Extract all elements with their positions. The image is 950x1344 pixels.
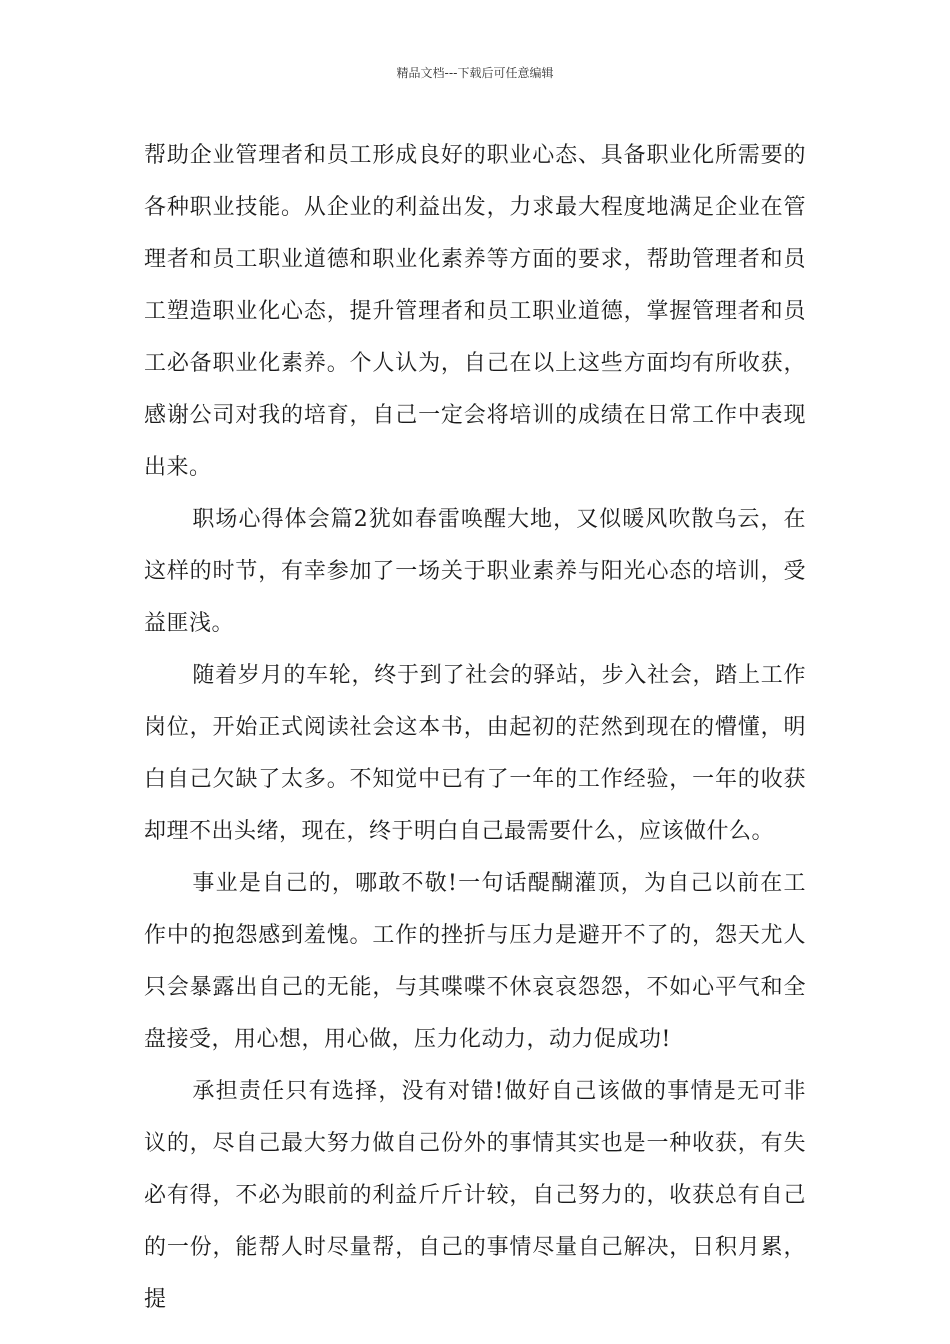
paragraph-1: 帮助企业管理者和员工形成良好的职业心态、具备职业化所需要的各种职业技能。从企业的利益出发，力求最大程度地满足企业在管理者和员工职业道德和职业化素养等方面的要求，帮助管理者和员工塑造职业化心态，提升管理者和员工职业道德，掌握管理者和员工必备职业化素养。个人认为，自己在以上这些方面均有所收获，感谢公司对我的培育，自己一定会将培训的成绩在日常工作中表现出来。 xyxy=(144,143,806,480)
document-body xyxy=(144,130,806,1326)
paragraph-5: 承担责任只有选择，没有对错!做好自己该做的事情是无可非议的，尽自己最大努力做自己份外的事情其实也是一种收获，有失必有得，不必为眼前的利益斤斤计较，自己努力的，收获总有自己的一份，能帮人时尽量帮，自己的事情尽量自己解决，日积月累，提 xyxy=(144,1079,806,1312)
page-header: 精品文档---下载后可任意编辑 xyxy=(396,66,554,80)
paragraph-2: 职场心得体会篇2犹如春雷唤醒大地，又似暖风吹散乌云，在这样的时节，有幸参加了一场关于职业素养与阳光心态的培训，受益匪浅。 xyxy=(144,507,806,636)
paragraph-3: 随着岁月的车轮，终于到了社会的驿站，步入社会，踏上工作岗位，开始正式阅读社会这本书，由起初的茫然到现在的懵懂，明白自己欠缺了太多。不知觉中已有了一年的工作经验，一年的收获却理不出头绪，现在，终于明白自己最需要什么，应该做什么。 xyxy=(144,663,806,844)
paragraph-4: 事业是自己的，哪敢不敬!一句话醍醐灌顶，为自己以前在工作中的抱怨感到羞愧。工作的挫折与压力是避开不了的，怨天尤人只会暴露出自己的无能，与其喋喋不休哀哀怨怨，不如心平气和全盘接受，用心想，用心做，压力化动力，动力促成功! xyxy=(144,871,806,1052)
